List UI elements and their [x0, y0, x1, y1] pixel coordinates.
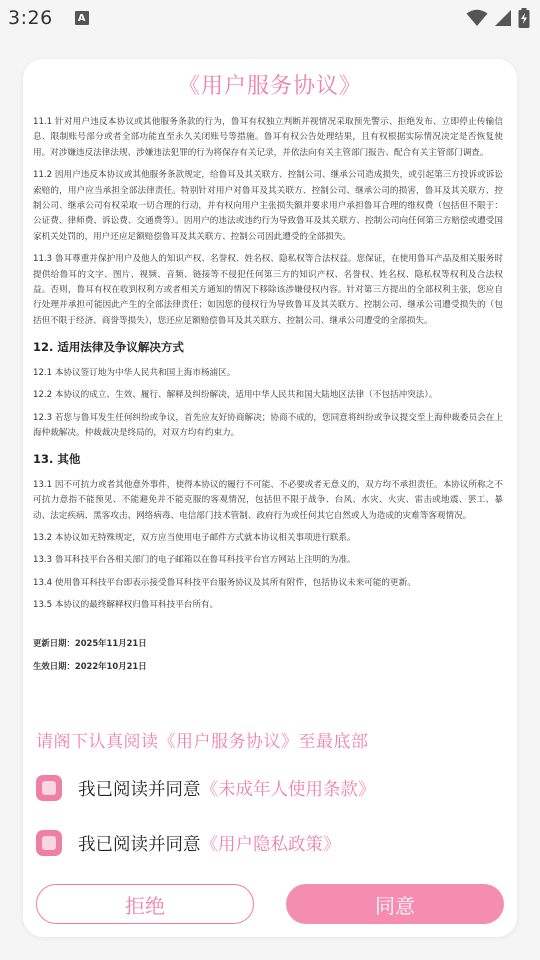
signal-icon [494, 9, 512, 27]
section-13-heading: 13. 其他 [33, 452, 81, 467]
effective-date: 生效日期：2022年10月21日 [33, 660, 147, 671]
agreement-dialog [23, 59, 517, 937]
status-bar [0, 0, 540, 36]
clause-11-1: 11.1 针对用户违反本协议或其他服务条款的行为，鲁耳有权独立判断并视情况采取预先警示、拒绝发布、立即停止传输信息、限制账号部分或者全部功能直至永久关闭账号等措施。鲁耳有权公告处理结果，且有权根据实际情况决定是否恢复使用。对涉嫌违反法律法规、涉嫌违法犯罪的行为将保存有关记录，并依法向有关主管部门报告、配合有关主管部门调查。 [33, 117, 503, 158]
wifi-icon [466, 9, 488, 27]
clause-13-5: 13.5 本协议的最终解释权归鲁耳科技平台所有。 [33, 600, 219, 611]
battery-charging-icon [518, 8, 530, 28]
clause-11-2: 11.2 因用户违反本协议或其他服务条款规定，给鲁耳及其关联方、控制公司、继承公司造成损失，或引起第三方投诉或诉讼索赔的，用户应当承担全部法律责任。特别针对用户对鲁耳及其关联方、控制公司、继承公司的损害，鲁耳及其关联方、控制公司、继承公司有权采取一切合理的行动，并有权向用户主张损失额并要求用户承担鲁耳合理的维权费（包括但不限于：公证费、律师费、诉讼费、交通费等）。因用户的违法或违约行为导致鲁耳及其关联方、控制公司向任何第三方赔偿或遭受国家机关处罚的，用户还应足额赔偿鲁耳及其关联方、控制公司因此遭受的全部损失。 [33, 170, 503, 242]
agreement-title: 《用户服务协议》 [177, 74, 362, 99]
agreement-content[interactable] [33, 115, 503, 682]
checkbox-checked-icon[interactable] [36, 775, 62, 801]
minor-terms-link[interactable]: 《未成年人使用条款》 [200, 779, 376, 800]
privacy-policy-link[interactable]: 《用户隐私政策》 [200, 834, 341, 855]
agree-prefix: 我已阅读并同意 [78, 834, 201, 855]
status-right [466, 8, 530, 28]
checkbox-inner [42, 781, 56, 795]
checkbox-inner [42, 836, 56, 850]
clause-11-3: 11.3 鲁耳尊重并保护用户及他人的知识产权、名誉权、姓名权、隐私权等合法权益。您保证，在使用鲁耳产品及相关服务时提供给鲁耳的文字、图片、视频、音频、链接等不侵犯任何第三方的知识产权、名誉权、姓名权、隐私权等权利及合法权益。否则，鲁耳有权在收到权利方或者相关方通知的情况下移除该涉嫌侵权内容。针对第三方提出的全部权利主张，您应自行处理并承担可能因此产生的全部法律责任；如因您的侵权行为导致鲁耳及其关联方、控制公司、继承公司遭受损失的（包括但不限于经济、商誉等损失），您还应足额赔偿鲁耳及其关联方、控制公司、继承公司遭受的全部损失。 [33, 254, 503, 326]
agree-minor-terms-text [78, 776, 376, 801]
clause-12-2: 12.2 本协议的成立、生效、履行、解释及纠纷解决，适用中华人民共和国大陆地区法律（不包括冲突法）。 [33, 390, 438, 401]
agree-minor-terms-row[interactable] [36, 775, 376, 801]
agree-prefix: 我已阅读并同意 [78, 779, 201, 800]
agree-privacy-policy-row[interactable] [36, 830, 341, 856]
agree-button[interactable]: 同意 [286, 884, 504, 924]
clause-12-1: 12.1 本协议签订地为中华人民共和国上海市杨浦区。 [33, 367, 236, 378]
clause-13-2: 13.2 本协议如无特殊规定，双方应当使用电子邮件方式就本协议相关事项进行联系。 [33, 532, 356, 543]
status-time: 3:26 [8, 7, 53, 29]
clause-12-3: 12.3 若您与鲁耳发生任何纠纷或争议，首先应友好协商解决；协商不成的，您同意将纠纷或争议提交至上海仲裁委员会在上海仲裁解决。仲裁裁决是终局的，对双方均有约束力。 [33, 412, 503, 438]
clause-13-4: 13.4 使用鲁耳科技平台即表示接受鲁耳科技平台服务协议及其所有附件，包括协议未来可能的更新。 [33, 577, 416, 588]
reject-button[interactable]: 拒绝 [36, 884, 254, 924]
status-left [8, 7, 89, 29]
checkbox-checked-icon[interactable] [36, 830, 62, 856]
agreement-dates [33, 636, 503, 675]
clause-13-1: 13.1 因不可抗力或者其他意外事件，使得本协议的履行不可能、不必要或者无意义的，双方均不承担责任。本协议所称之不可抗力意指不能预见、不能避免并不能克服的客观情况，包括但不限于战争、台风、水灾、火灾、雷击或地震、罢工、暴动、法定疾病、黑客攻击、网络病毒、电信部门技术管制、政府行为或任何其它自然或人为造成的灾难等客观情况。 [33, 479, 503, 521]
notification-a-icon: A [75, 11, 89, 25]
updated-date: 更新日期：2025年11月21日 [33, 637, 147, 648]
clause-13-3: 13.3 鲁耳科技平台各相关部门的电子邮箱以在鲁耳科技平台官方网站上注明的为准。 [33, 555, 356, 566]
agree-privacy-policy-text [78, 831, 341, 856]
section-12-heading: 12. 适用法律及争议解决方式 [33, 340, 184, 355]
read-hint: 请阁下认真阅读《用户服务协议》至最底部 [36, 732, 369, 752]
